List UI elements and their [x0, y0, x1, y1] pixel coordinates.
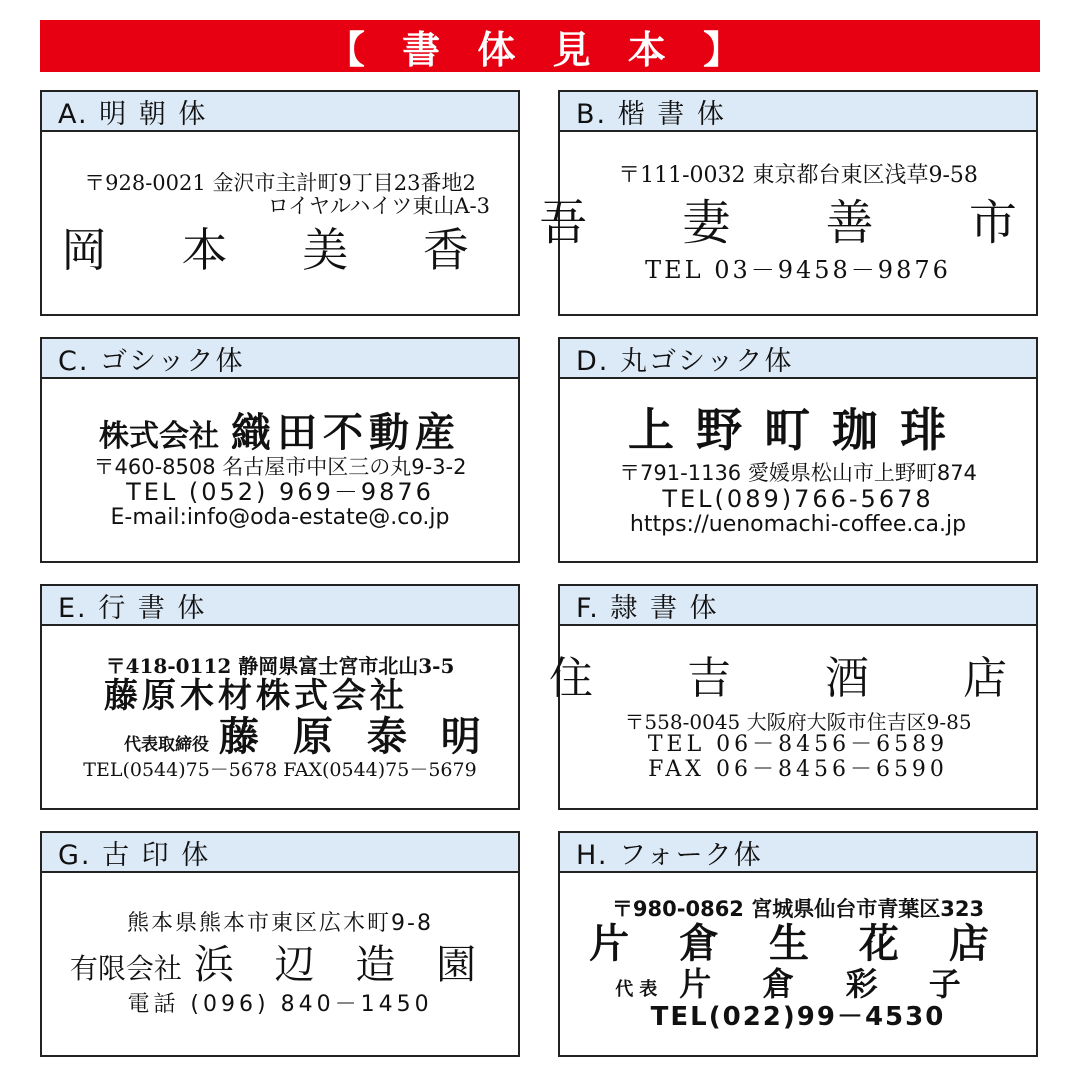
sample-card-f — [549, 584, 1047, 810]
card-header — [560, 586, 1036, 626]
card-header — [560, 92, 1036, 132]
address-line: 熊本県熊本市東区広木町9-8 — [127, 910, 433, 936]
card-label: E. 行 書 体 — [58, 592, 207, 624]
card-label: C. ゴシック体 — [58, 345, 245, 377]
company-name: 浜 辺 造 園 — [193, 941, 491, 988]
card-body — [42, 132, 518, 316]
phone-line: TEL (052) 969－9876 — [126, 478, 434, 507]
representative-name: 片 倉 彩 子 — [679, 964, 981, 1003]
sample-card-c — [40, 337, 520, 563]
card-body — [560, 379, 1036, 563]
sample-card-g — [40, 831, 520, 1057]
representative-name: 藤 原 泰 明 — [219, 713, 491, 761]
representative-row — [615, 964, 981, 1003]
phone-line: TEL(089)766-5678 — [662, 484, 934, 513]
page-title: 【 書 体 見 本 】 — [326, 27, 754, 72]
card-label: G. 古 印 体 — [58, 839, 211, 871]
phone-line: TEL 03－9458－9876 — [645, 255, 951, 284]
representative-title: 代表 — [615, 978, 664, 1000]
person-name: 岡 本 美 香 — [61, 222, 499, 277]
email-line: E-mail:info@oda-estate@.co.jp — [110, 505, 450, 531]
phone-line: TEL 06－8456－6589 — [647, 732, 949, 758]
card-label: D. 丸ゴシック体 — [576, 345, 794, 377]
url-line: https://uenomachi-coffee.ca.jp — [629, 511, 967, 537]
sample-card-b — [539, 90, 1057, 316]
card-header — [42, 833, 518, 873]
representative-title: 代表取締役 — [124, 735, 209, 756]
card-header — [42, 586, 518, 626]
card-body — [42, 626, 518, 810]
address-line: 〒791-1136 愛媛県松山市上野町874 — [619, 461, 977, 486]
address-line-2: ロイヤルハイツ東山A-3 — [267, 194, 490, 219]
sample-card-h — [558, 831, 1038, 1057]
card-label: B. 楷 書 体 — [576, 98, 726, 130]
phone-line: TEL(022)99－4530 — [650, 1001, 946, 1032]
company-row — [99, 411, 461, 456]
representative-row — [124, 715, 491, 760]
sample-card-e — [40, 584, 520, 810]
sample-card-d — [558, 337, 1038, 563]
card-header — [42, 92, 518, 132]
address-line: 〒558-0045 大阪府大阪市住吉区9-85 — [624, 709, 972, 734]
company-type: 株式会社 — [99, 419, 219, 455]
company-name: 藤原木材株式会社 — [104, 676, 408, 717]
phone-fax-line: TEL(0544)75－5678 FAX(0544)75－5679 — [83, 759, 477, 781]
company-name: 織田不動産 — [231, 410, 461, 457]
person-name: 吾 妻 善 市 — [539, 195, 1057, 251]
card-body — [549, 626, 1047, 810]
card-label: H. フォーク体 — [576, 839, 763, 871]
company-name: 片 倉 生 花 店 — [589, 920, 1007, 967]
address-line: 〒980-0862 宮城県仙台市青葉区323 — [611, 897, 985, 922]
card-header — [42, 339, 518, 379]
card-body — [560, 873, 1036, 1057]
card-header — [560, 833, 1036, 873]
sample-card-a — [40, 90, 520, 316]
address-line: 〒928-0021 金沢市主計町9丁目23番地2 — [84, 170, 476, 195]
card-label: F. 隷 書 体 — [576, 592, 719, 624]
card-body — [42, 379, 518, 563]
card-label: A. 明 朝 体 — [58, 98, 208, 130]
address-line: 〒418-0112 静岡県富士宮市北山3-5 — [105, 653, 455, 678]
card-header — [560, 339, 1036, 379]
card-body — [539, 132, 1057, 316]
card-body — [42, 873, 518, 1057]
address-line: 〒111-0032 東京都台東区浅草9-58 — [618, 163, 978, 189]
shop-name: 住 吉 酒 店 — [549, 652, 1047, 704]
address-line: 〒460-8508 名古屋市中区三の丸9-3-2 — [93, 454, 467, 479]
shop-name: 上野町珈琲 — [628, 402, 968, 457]
fax-line: FAX 06－8456－6590 — [648, 756, 948, 782]
company-type: 有限会社 — [69, 951, 182, 985]
title-banner — [40, 20, 1040, 72]
phone-line: 電話 (096) 840－1450 — [127, 992, 433, 1018]
company-row — [70, 943, 490, 988]
